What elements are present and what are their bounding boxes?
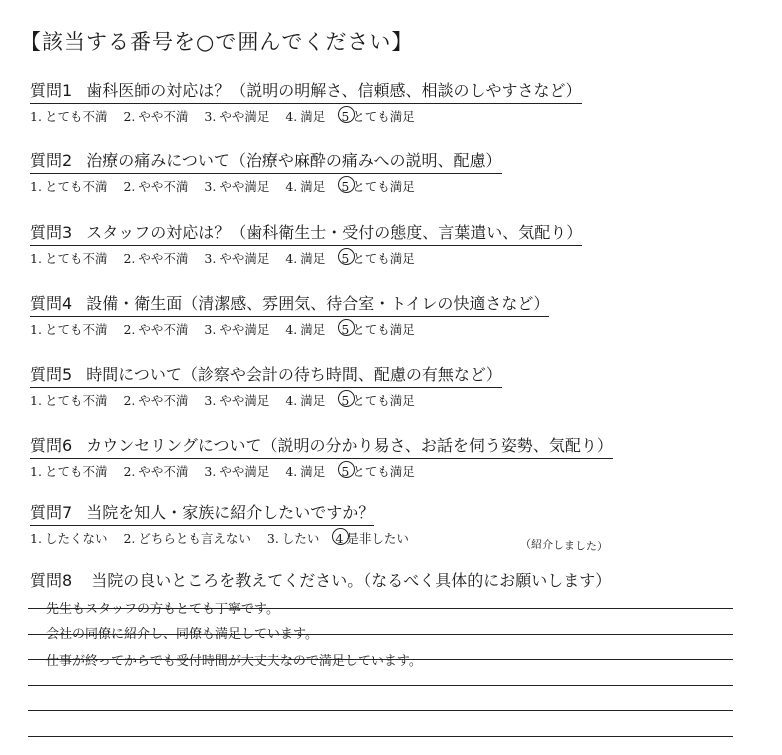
option-label: やや満足 — [219, 179, 270, 194]
answer-rule — [28, 685, 733, 686]
option[interactable] — [285, 107, 325, 125]
question-text: 時間について（診察や会計の待ち時間、配慮の有無など） — [86, 365, 502, 384]
option-selected[interactable] — [341, 177, 414, 195]
page-title: 【該当する番号を○で囲んでください】 — [20, 30, 414, 54]
question-line — [30, 148, 502, 174]
option-label: 満足 — [300, 464, 326, 479]
option-selected[interactable] — [335, 529, 408, 547]
option-row — [30, 320, 750, 338]
question-block — [30, 433, 750, 480]
answer-rule — [28, 736, 733, 737]
option-label: 満足 — [300, 393, 326, 408]
option-number: 3. — [204, 179, 217, 194]
option-number: 2. — [123, 251, 136, 266]
option-label: とても満足 — [352, 179, 415, 194]
question-number: 質問2 — [30, 151, 73, 170]
option[interactable] — [30, 529, 107, 547]
question-text: 当院を知人・家族に紹介したいですか？ — [86, 503, 375, 522]
option-label: とても満足 — [352, 251, 415, 266]
option-number: 2. — [123, 393, 136, 408]
option-number: 1. — [30, 393, 42, 408]
option-number: 3. — [204, 464, 217, 479]
question-text: スタッフの対応は？（歯科衛生士・受付の態度、言葉遣い、気配り） — [86, 223, 583, 242]
option-label: とても不満 — [44, 109, 108, 124]
option-row — [30, 107, 750, 125]
question-number: 質問3 — [30, 223, 73, 242]
option[interactable] — [123, 107, 188, 125]
option-selected[interactable] — [341, 320, 414, 338]
option-number: 1. — [30, 322, 42, 337]
option-number: 1. — [30, 464, 42, 479]
option-label: やや満足 — [219, 464, 270, 479]
option[interactable] — [204, 320, 269, 338]
option-label: したい — [281, 531, 320, 546]
option-selected[interactable] — [341, 462, 414, 480]
option-selected[interactable] — [341, 107, 414, 125]
option-label: とても不満 — [44, 179, 108, 194]
option-label: とても不満 — [44, 251, 108, 266]
option[interactable] — [123, 249, 188, 267]
option-label: やや満足 — [219, 251, 270, 266]
option[interactable] — [285, 177, 325, 195]
option-label: 満足 — [300, 251, 326, 266]
option-number: 4. — [285, 393, 298, 408]
option[interactable] — [204, 177, 269, 195]
option[interactable] — [267, 529, 319, 547]
option-label: やや不満 — [138, 322, 189, 337]
option-label: やや満足 — [219, 393, 270, 408]
option-number: 3. — [204, 251, 217, 266]
option-number: 2. — [123, 179, 136, 194]
option-label: やや不満 — [138, 109, 189, 124]
question-block — [30, 220, 750, 267]
option[interactable] — [285, 249, 325, 267]
option-row — [30, 462, 750, 480]
handwritten-answer: 先生もスタッフの方もとても丁寧です。 — [46, 602, 279, 617]
option-label: 満足 — [300, 109, 326, 124]
option-number: 5 — [341, 464, 350, 479]
option[interactable] — [30, 462, 107, 480]
question-text: 歯科医師の対応は？（説明の明解さ、信頼感、相談のしやすさなど） — [86, 81, 582, 100]
question-block — [30, 500, 750, 554]
option[interactable] — [123, 320, 188, 338]
question-text: カウンセリングについて（説明の分かり易さ、お話を伺う姿勢、気配り） — [86, 436, 613, 455]
option-row — [30, 177, 750, 195]
option[interactable] — [285, 462, 325, 480]
option-number: 2. — [123, 109, 136, 124]
handwritten-answer: 会社の同僚に紹介し、同僚も満足しています。 — [46, 627, 318, 642]
option-number: 2. — [123, 464, 136, 479]
option[interactable] — [30, 107, 107, 125]
option[interactable] — [285, 391, 325, 409]
option-number: 1. — [30, 109, 42, 124]
option-label: とても不満 — [44, 322, 108, 337]
option[interactable] — [204, 391, 269, 409]
question-line — [30, 291, 549, 317]
option[interactable] — [30, 391, 107, 409]
question-block — [30, 148, 750, 195]
option-number: 4. — [285, 251, 298, 266]
question-line — [30, 500, 374, 526]
option[interactable] — [285, 320, 325, 338]
question-number: 質問6 — [30, 436, 73, 455]
option-label: やや満足 — [219, 322, 270, 337]
option[interactable] — [123, 529, 250, 547]
option-number: 1. — [30, 179, 42, 194]
option-number: 3. — [266, 531, 279, 546]
option-row — [30, 249, 750, 267]
question-number: 質問4 — [30, 294, 73, 313]
option-label: やや不満 — [138, 393, 189, 408]
option-selected[interactable] — [341, 249, 414, 267]
question-number: 質問1 — [30, 81, 73, 100]
option-label: やや不満 — [138, 179, 189, 194]
option-label: 満足 — [300, 322, 326, 337]
question-number: 質問8 — [30, 571, 73, 590]
option[interactable] — [123, 391, 188, 409]
question-block — [30, 78, 750, 125]
option-number: 2. — [123, 531, 136, 546]
option[interactable] — [204, 107, 269, 125]
option[interactable] — [30, 177, 107, 195]
option-number: 3. — [204, 393, 217, 408]
free-question — [30, 568, 611, 591]
option-number: 5 — [341, 393, 350, 408]
option-number: 5 — [341, 179, 350, 194]
question-number: 質問5 — [30, 365, 73, 384]
question-text: 治療の痛みについて（治療や麻酔の痛みへの説明、配慮） — [86, 151, 502, 170]
question-line — [30, 78, 582, 104]
option-number: 1. — [30, 251, 42, 266]
question-line — [30, 220, 582, 246]
handwritten-note: （紹介しました） — [519, 537, 609, 554]
option-label: やや不満 — [138, 251, 189, 266]
question-block — [30, 291, 750, 338]
question-number: 質問7 — [30, 503, 73, 522]
option-row — [30, 529, 750, 554]
handwritten-answer: 仕事が終ってからでも受付時間が大丈夫なので満足しています。 — [46, 654, 422, 669]
option-number: 5 — [341, 251, 350, 266]
question-line — [30, 433, 613, 459]
option-selected[interactable] — [341, 391, 414, 409]
question-text: 当院の良いところを教えてください。（なるべく具体的にお願いします） — [91, 571, 612, 590]
option-label: やや不満 — [138, 464, 189, 479]
option-number: 5 — [341, 109, 350, 124]
option[interactable] — [123, 177, 188, 195]
option-number: 1. — [30, 531, 42, 546]
question-text: 設備・衛生面（清潔感、雰囲気、待合室・トイレの快適さなど） — [86, 294, 550, 313]
option-row — [30, 391, 750, 409]
answer-rule — [28, 710, 733, 711]
option[interactable] — [30, 320, 107, 338]
option-label: したくない — [44, 531, 108, 546]
question-block — [30, 362, 750, 409]
question-line — [30, 362, 502, 388]
option-label: 満足 — [300, 179, 326, 194]
option[interactable] — [123, 462, 188, 480]
option-label: やや満足 — [219, 109, 270, 124]
option-number: 2. — [123, 322, 136, 337]
option-label: とても満足 — [352, 109, 415, 124]
option-label: とても満足 — [352, 322, 415, 337]
option[interactable] — [204, 249, 269, 267]
option-label: とても満足 — [352, 464, 415, 479]
option-number: 4. — [285, 109, 298, 124]
option-label: とても満足 — [352, 393, 415, 408]
option-number: 4 — [335, 531, 344, 546]
option-number: 5 — [341, 322, 350, 337]
option-label: とても不満 — [44, 393, 108, 408]
option-number: 4. — [285, 464, 298, 479]
option-number: 3. — [204, 322, 217, 337]
option-label: とても不満 — [44, 464, 108, 479]
option-label: 是非したい — [346, 531, 409, 546]
option-label: どちらとも言えない — [138, 531, 251, 546]
option-number: 4. — [285, 179, 298, 194]
option-number: 4. — [285, 322, 298, 337]
option[interactable] — [204, 462, 269, 480]
option-number: 3. — [204, 109, 217, 124]
option[interactable] — [30, 249, 107, 267]
